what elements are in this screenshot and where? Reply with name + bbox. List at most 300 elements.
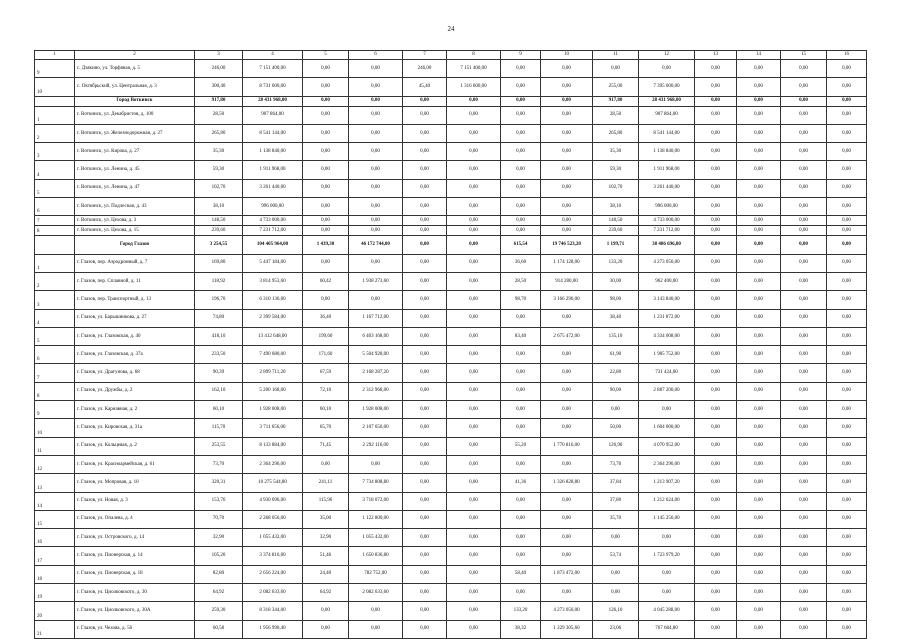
value-cell: 0,00 xyxy=(781,216,827,226)
value-cell: 51,46 xyxy=(303,547,349,565)
value-cell: 60,10 xyxy=(303,401,349,419)
value-cell: 0,00 xyxy=(781,254,827,272)
row-number: 4 xyxy=(35,161,75,179)
address: г. Глазов, ул. Кольцевая, д. 2 xyxy=(75,437,195,455)
value-cell: 253,55 xyxy=(195,437,243,455)
value-cell: 38,10 xyxy=(593,198,639,216)
value-cell: 102,70 xyxy=(195,179,243,197)
value-cell: 0,00 xyxy=(827,529,867,547)
value-cell: 4 045 288,00 xyxy=(639,602,695,620)
value-cell: 0,00 xyxy=(737,382,781,400)
value-cell: 0,00 xyxy=(695,492,737,510)
value-cell: 0,00 xyxy=(447,254,501,272)
value-cell: 2 082 633,60 xyxy=(243,584,303,602)
row-number: 5 xyxy=(35,179,75,197)
address: г. Воткинск, ул. Подлесная, д. 43 xyxy=(75,198,195,216)
value-cell: 148,50 xyxy=(195,216,243,226)
value-cell: 162,10 xyxy=(195,382,243,400)
value-cell: 767 684,80 xyxy=(639,620,695,638)
value-cell: 55,20 xyxy=(501,437,541,455)
value-cell: 0,00 xyxy=(737,60,781,78)
row-number: 9 xyxy=(35,60,75,78)
value-cell: 0,00 xyxy=(695,161,737,179)
value-cell: 3 718 072,00 xyxy=(349,492,403,510)
value-cell: 0,00 xyxy=(695,291,737,309)
table-row xyxy=(35,327,867,345)
table-row xyxy=(35,60,867,78)
address: г. Глазов, ул. Глазовская, д. 40 xyxy=(75,327,195,345)
value-cell: 4 273 056,00 xyxy=(639,254,695,272)
row-number: 2 xyxy=(35,272,75,290)
address: г. Глазов, ул. Кировская, д. 31а xyxy=(75,419,195,437)
value-cell: 0,00 xyxy=(501,179,541,197)
value-cell: 0,00 xyxy=(695,78,737,96)
value-cell: 0,00 xyxy=(781,401,827,419)
value-cell: 8 541 144,00 xyxy=(243,124,303,142)
value-cell: 1 174 128,00 xyxy=(541,254,593,272)
table-row xyxy=(35,216,867,226)
value-cell: 239,60 xyxy=(593,226,639,236)
value-cell: 2 082 633,60 xyxy=(349,584,403,602)
value-cell: 0,00 xyxy=(403,143,447,161)
value-cell: 72,10 xyxy=(303,382,349,400)
value-cell: 0,00 xyxy=(781,124,827,142)
value-cell: 22,80 xyxy=(593,364,639,382)
value-cell: 0,00 xyxy=(541,529,593,547)
table-row xyxy=(35,143,867,161)
value-cell: 0,00 xyxy=(737,419,781,437)
row-number xyxy=(35,96,75,106)
value-cell: 0,00 xyxy=(737,161,781,179)
value-cell: 0,00 xyxy=(737,226,781,236)
value-cell: 2 168 287,20 xyxy=(349,364,403,382)
row-number: 19 xyxy=(35,584,75,602)
value-cell: 0,00 xyxy=(827,364,867,382)
value-cell: 0,00 xyxy=(447,510,501,528)
value-cell: 74,80 xyxy=(195,309,243,327)
row-number: 2 xyxy=(35,124,75,142)
value-cell: 0,00 xyxy=(447,106,501,124)
value-cell: 37,84 xyxy=(593,474,639,492)
table-row xyxy=(35,346,867,364)
value-cell: 0,00 xyxy=(349,198,403,216)
value-cell: 0,00 xyxy=(827,620,867,638)
value-cell: 23,06 xyxy=(593,620,639,638)
value-cell: 60,58 xyxy=(195,620,243,638)
row-number: 5 xyxy=(35,327,75,345)
column-number: 16 xyxy=(827,51,867,60)
value-cell: 0,00 xyxy=(349,226,403,236)
value-cell: 0,00 xyxy=(827,216,867,226)
value-cell: 0,00 xyxy=(403,382,447,400)
value-cell: 1 911 968,00 xyxy=(243,161,303,179)
value-cell: 0,00 xyxy=(737,216,781,226)
value-cell: 1 199,71 xyxy=(593,236,639,254)
column-number: 8 xyxy=(447,51,501,60)
value-cell: 2 268 056,00 xyxy=(243,510,303,528)
value-cell: 0,00 xyxy=(695,584,737,602)
value-cell: 0,00 xyxy=(541,401,593,419)
value-cell: 0,00 xyxy=(827,474,867,492)
value-cell: 0,00 xyxy=(781,510,827,528)
value-cell: 0,00 xyxy=(827,124,867,142)
value-cell: 199,60 xyxy=(303,327,349,345)
value-cell: 50,00 xyxy=(593,419,639,437)
value-cell: 0,00 xyxy=(447,492,501,510)
address: г. Глазов, пер. Сплавной, д. 11 xyxy=(75,272,195,290)
value-cell: 1 985 752,00 xyxy=(639,346,695,364)
value-cell: 19 746 523,20 xyxy=(541,236,593,254)
value-cell: 0,00 xyxy=(695,346,737,364)
housing-program-table xyxy=(34,50,867,639)
table-row xyxy=(35,382,867,400)
value-cell: 0,00 xyxy=(447,143,501,161)
value-cell: 0,00 xyxy=(447,179,501,197)
value-cell: 0,00 xyxy=(827,510,867,528)
value-cell: 0,00 xyxy=(695,602,737,620)
value-cell: 1 167 712,00 xyxy=(349,309,403,327)
column-number: 11 xyxy=(593,51,639,60)
value-cell: 0,00 xyxy=(827,143,867,161)
table-row xyxy=(35,401,867,419)
value-cell: 0,00 xyxy=(737,272,781,290)
value-cell: 0,00 xyxy=(737,364,781,382)
value-cell: 0,00 xyxy=(501,364,541,382)
value-cell: 59,30 xyxy=(195,161,243,179)
value-cell: 0,00 xyxy=(639,60,695,78)
value-cell: 3 814 953,60 xyxy=(243,272,303,290)
value-cell: 28,50 xyxy=(593,106,639,124)
value-cell: 0,00 xyxy=(639,401,695,419)
value-cell: 0,00 xyxy=(695,198,737,216)
value-cell: 1 326 828,80 xyxy=(541,474,593,492)
value-cell: 0,00 xyxy=(403,291,447,309)
value-cell: 83,40 xyxy=(501,327,541,345)
value-cell: 30,00 xyxy=(593,272,639,290)
value-cell: 246,00 xyxy=(195,60,243,78)
value-cell: 0,00 xyxy=(349,124,403,142)
value-cell: 13 412 648,00 xyxy=(243,327,303,345)
table-row xyxy=(35,291,867,309)
address: г. Воткинск, ул. Цехова, д. 3 xyxy=(75,216,195,226)
value-cell: 0,00 xyxy=(447,547,501,565)
row-number: 16 xyxy=(35,529,75,547)
value-cell: 0,00 xyxy=(447,565,501,583)
value-cell: 67,59 xyxy=(303,364,349,382)
row-number: 10 xyxy=(35,419,75,437)
value-cell: 0,00 xyxy=(303,60,349,78)
value-cell: 265,80 xyxy=(593,124,639,142)
value-cell: 0,00 xyxy=(501,124,541,142)
value-cell: 28 431 968,00 xyxy=(639,96,695,106)
column-number: 9 xyxy=(501,51,541,60)
value-cell: 0,00 xyxy=(695,510,737,528)
value-cell: 0,00 xyxy=(501,401,541,419)
address: г. Глазов, ул. Дружбы, д. 2 xyxy=(75,382,195,400)
value-cell: 0,00 xyxy=(403,236,447,254)
value-cell: 0,00 xyxy=(447,236,501,254)
value-cell: 1 122 800,00 xyxy=(349,510,403,528)
address: г. Глазов, ул. Новая, д. 3 xyxy=(75,492,195,510)
value-cell: 6 310 136,00 xyxy=(243,291,303,309)
value-cell: 0,00 xyxy=(737,327,781,345)
value-cell: 5 447 184,00 xyxy=(243,254,303,272)
address: г. Воткинск, ул. Декабристов, д. 100 xyxy=(75,106,195,124)
value-cell: 0,00 xyxy=(639,584,695,602)
value-cell: 1 928 008,00 xyxy=(349,401,403,419)
table-row xyxy=(35,226,867,236)
value-cell: 0,00 xyxy=(695,143,737,161)
value-cell: 0,00 xyxy=(541,346,593,364)
row-number: 10 xyxy=(35,78,75,96)
value-cell: 0,00 xyxy=(781,382,827,400)
group-name: Город Глазов xyxy=(75,236,195,254)
value-cell: 61,90 xyxy=(593,346,639,364)
value-cell: 0,00 xyxy=(781,161,827,179)
value-cell: 907 864,00 xyxy=(639,106,695,124)
address: г. Глазов, ул. Островского, д. 14 xyxy=(75,529,195,547)
value-cell: 0,00 xyxy=(737,455,781,473)
value-cell: 0,00 xyxy=(737,78,781,96)
group-name: Город Воткинск xyxy=(75,96,195,106)
page-number: 24 xyxy=(447,25,455,33)
value-cell: 0,00 xyxy=(447,124,501,142)
value-cell: 0,00 xyxy=(501,216,541,226)
value-cell: 0,00 xyxy=(403,106,447,124)
column-number: 2 xyxy=(75,51,195,60)
value-cell: 2 312 968,00 xyxy=(349,382,403,400)
value-cell: 0,00 xyxy=(541,124,593,142)
value-cell: 0,00 xyxy=(737,620,781,638)
table-row xyxy=(35,620,867,638)
value-cell: 0,00 xyxy=(695,327,737,345)
value-cell: 196,70 xyxy=(195,291,243,309)
value-cell: 90,00 xyxy=(593,382,639,400)
value-cell: 0,00 xyxy=(501,419,541,437)
value-cell: 8 541 144,00 xyxy=(639,124,695,142)
value-cell: 0,00 xyxy=(781,78,827,96)
value-cell: 0,00 xyxy=(541,143,593,161)
value-cell: 907 864,00 xyxy=(243,106,303,124)
value-cell: 73,70 xyxy=(195,455,243,473)
value-cell: 0,00 xyxy=(827,78,867,96)
value-cell: 1 316 600,00 xyxy=(447,78,501,96)
value-cell: 0,00 xyxy=(349,291,403,309)
value-cell: 0,00 xyxy=(403,226,447,236)
value-cell: 0,00 xyxy=(403,584,447,602)
value-cell: 2 399 584,00 xyxy=(243,309,303,327)
value-cell: 0,00 xyxy=(501,96,541,106)
value-cell: 0,00 xyxy=(593,584,639,602)
value-cell: 3 143 840,00 xyxy=(639,291,695,309)
value-cell: 24,40 xyxy=(303,565,349,583)
value-cell: 0,00 xyxy=(349,179,403,197)
value-cell: 0,00 xyxy=(827,437,867,455)
value-cell: 615,54 xyxy=(501,236,541,254)
value-cell: 0,00 xyxy=(781,236,827,254)
value-cell: 118,92 xyxy=(195,272,243,290)
value-cell: 255,00 xyxy=(593,78,639,96)
value-cell: 0,00 xyxy=(349,96,403,106)
value-cell: 0,00 xyxy=(827,291,867,309)
value-cell: 0,00 xyxy=(827,106,867,124)
value-cell: 0,00 xyxy=(695,382,737,400)
value-cell: 0,00 xyxy=(695,254,737,272)
row-number: 13 xyxy=(35,474,75,492)
value-cell: 0,00 xyxy=(737,492,781,510)
column-number: 5 xyxy=(303,51,349,60)
value-cell: 0,00 xyxy=(403,401,447,419)
value-cell: 0,00 xyxy=(403,161,447,179)
value-cell: 0,00 xyxy=(541,382,593,400)
value-cell: 60,42 xyxy=(303,272,349,290)
value-cell: 1 138 840,00 xyxy=(639,143,695,161)
value-cell: 0,00 xyxy=(695,455,737,473)
value-cell: 0,00 xyxy=(781,179,827,197)
value-cell: 0,00 xyxy=(695,236,737,254)
value-cell: 0,00 xyxy=(447,96,501,106)
value-cell: 58,40 xyxy=(501,565,541,583)
value-cell: 0,00 xyxy=(737,401,781,419)
address: г. Глазов, ул. Циолковского, д. 30А xyxy=(75,602,195,620)
value-cell: 64,92 xyxy=(195,584,243,602)
value-cell: 0,00 xyxy=(781,437,827,455)
value-cell: 0,00 xyxy=(541,161,593,179)
value-cell: 1 055 432,00 xyxy=(349,529,403,547)
table-row xyxy=(35,161,867,179)
value-cell: 2 364 296,00 xyxy=(639,455,695,473)
value-cell: 1 231 872,00 xyxy=(639,309,695,327)
value-cell: 0,00 xyxy=(501,346,541,364)
value-cell: 0,00 xyxy=(781,565,827,583)
value-cell: 73,70 xyxy=(593,455,639,473)
value-cell: 0,00 xyxy=(827,547,867,565)
value-cell: 0,00 xyxy=(737,547,781,565)
value-cell: 320,31 xyxy=(195,474,243,492)
value-cell: 0,00 xyxy=(781,492,827,510)
address: г. Воткинск, ул. Ленина, д. 47 xyxy=(75,179,195,197)
row-number: 8 xyxy=(35,226,75,236)
value-cell: 233,50 xyxy=(195,346,243,364)
value-cell: 1 770 816,00 xyxy=(541,437,593,455)
value-cell: 1 212 624,00 xyxy=(639,492,695,510)
value-cell: 0,00 xyxy=(541,96,593,106)
row-number: 3 xyxy=(35,291,75,309)
address: г. Воткинск, ул. Цехова, д. 15 xyxy=(75,226,195,236)
value-cell: 7 231 712,00 xyxy=(639,226,695,236)
value-cell: 35,00 xyxy=(303,510,349,528)
row-number: 4 xyxy=(35,309,75,327)
value-cell: 0,00 xyxy=(447,226,501,236)
value-cell: 0,00 xyxy=(303,620,349,638)
value-cell: 0,00 xyxy=(501,226,541,236)
value-cell: 0,00 xyxy=(781,198,827,216)
table-row xyxy=(35,309,867,327)
value-cell: 7 490 680,00 xyxy=(243,346,303,364)
value-cell: 996 000,00 xyxy=(639,198,695,216)
value-cell: 36,40 xyxy=(303,309,349,327)
value-cell: 0,00 xyxy=(737,236,781,254)
value-cell: 996 000,00 xyxy=(243,198,303,216)
value-cell: 0,00 xyxy=(781,346,827,364)
value-cell: 4 733 000,00 xyxy=(243,216,303,226)
value-cell: 4 733 000,00 xyxy=(639,216,695,226)
value-cell: 0,00 xyxy=(349,106,403,124)
value-cell: 3 166 296,00 xyxy=(541,291,593,309)
value-cell: 0,00 xyxy=(827,179,867,197)
value-cell: 0,00 xyxy=(827,419,867,437)
value-cell: 0,00 xyxy=(827,161,867,179)
value-cell: 0,00 xyxy=(781,455,827,473)
table-row xyxy=(35,547,867,565)
value-cell: 35,30 xyxy=(195,143,243,161)
value-cell: 0,00 xyxy=(781,474,827,492)
value-cell: 3 254,55 xyxy=(195,236,243,254)
value-cell: 0,00 xyxy=(349,143,403,161)
value-cell: 3 711 656,00 xyxy=(243,419,303,437)
value-cell: 300,40 xyxy=(195,78,243,96)
table-row xyxy=(35,529,867,547)
value-cell: 0,00 xyxy=(827,96,867,106)
value-cell: 98,70 xyxy=(501,291,541,309)
value-cell: 126,90 xyxy=(593,437,639,455)
value-cell: 35,70 xyxy=(593,510,639,528)
value-cell: 0,00 xyxy=(827,226,867,236)
address: г. Глазов, ул. Чехова, д. 56 xyxy=(75,620,195,638)
value-cell: 0,00 xyxy=(403,272,447,290)
table-row xyxy=(35,419,867,437)
row-number: 15 xyxy=(35,510,75,528)
value-cell: 0,00 xyxy=(827,272,867,290)
value-cell: 8 318 344,00 xyxy=(243,602,303,620)
value-cell: 0,00 xyxy=(447,620,501,638)
value-cell: 0,00 xyxy=(737,309,781,327)
value-cell: 0,00 xyxy=(695,364,737,382)
value-cell: 126,10 xyxy=(593,602,639,620)
value-cell: 0,00 xyxy=(827,455,867,473)
row-number: 8 xyxy=(35,382,75,400)
address: г. Воткинск, ул. Кирова, д. 27 xyxy=(75,143,195,161)
table-row xyxy=(35,364,867,382)
value-cell: 0,00 xyxy=(695,60,737,78)
value-cell: 0,00 xyxy=(447,455,501,473)
column-number-row xyxy=(35,51,867,60)
value-cell: 115,70 xyxy=(195,419,243,437)
value-cell: 0,00 xyxy=(447,382,501,400)
value-cell: 0,00 xyxy=(303,602,349,620)
value-cell: 8 133 884,00 xyxy=(243,437,303,455)
subtotal-row xyxy=(35,96,867,106)
value-cell: 1 928 008,00 xyxy=(243,401,303,419)
value-cell: 38,32 xyxy=(501,620,541,638)
table-row xyxy=(35,510,867,528)
value-cell: 0,00 xyxy=(447,216,501,226)
value-cell: 0,00 xyxy=(827,309,867,327)
value-cell: 1 911 968,00 xyxy=(639,161,695,179)
value-cell: 0,00 xyxy=(403,547,447,565)
value-cell: 133,20 xyxy=(593,254,639,272)
value-cell: 28,50 xyxy=(195,106,243,124)
value-cell: 7 231 712,00 xyxy=(243,226,303,236)
value-cell: 0,00 xyxy=(349,455,403,473)
table-body xyxy=(35,51,867,639)
row-number: 3 xyxy=(35,143,75,161)
value-cell: 2 107 656,00 xyxy=(349,419,403,437)
value-cell: 0,00 xyxy=(303,216,349,226)
value-cell: 0,00 xyxy=(349,60,403,78)
value-cell: 0,00 xyxy=(403,474,447,492)
value-cell: 82,80 xyxy=(195,565,243,583)
